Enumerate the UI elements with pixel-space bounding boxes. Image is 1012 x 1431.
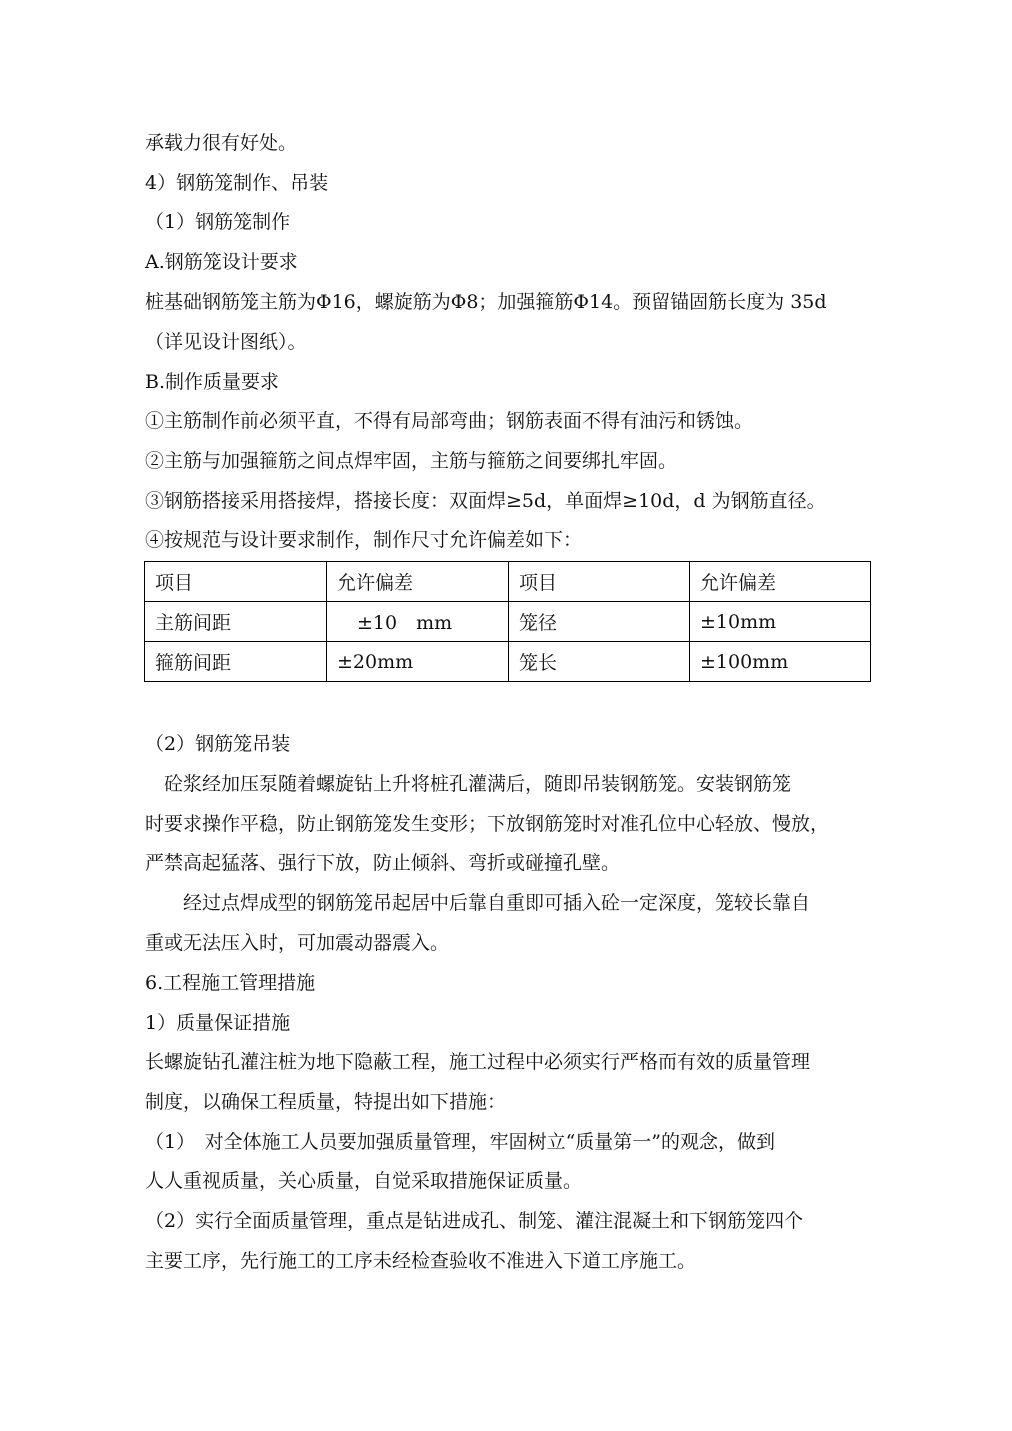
section-heading: 4）钢筋笼制作、吊装 bbox=[145, 172, 329, 194]
list-item: （2）实行全面质量管理，重点是钻进成孔、制笼、灌注混凝土和下钢筋笼四个 bbox=[145, 1210, 804, 1232]
text-line: 经过点焊成型的钢筋笼吊起居中后靠自重即可插入砼一定深度，笼较长靠自 bbox=[145, 892, 811, 914]
item-heading: A.钢筋笼设计要求 bbox=[145, 251, 298, 273]
text-line: 人人重视质量，关心质量，自觉采取措施保证质量。 bbox=[145, 1170, 583, 1192]
table-cell: 笼径 bbox=[509, 602, 690, 642]
text-line: 砼浆经加压泵随着螺旋钻上升将桩孔灌满后，随即吊装钢筋笼。安装钢筋笼 bbox=[145, 773, 792, 795]
list-item: ②主筋与加强箍筋之间点焊牢固，主筋与箍筋之间要绑扎牢固。 bbox=[145, 450, 678, 472]
table-header-cell: 允许偏差 bbox=[327, 562, 509, 602]
table-cell: ±10 mm bbox=[327, 602, 509, 642]
subsection-heading: 1）质量保证措施 bbox=[145, 1012, 291, 1034]
table-header-cell: 允许偏差 bbox=[690, 562, 871, 602]
list-item: ④按规范与设计要求制作，制作尺寸允许偏差如下： bbox=[145, 529, 583, 551]
table-cell: ±100mm bbox=[690, 642, 871, 682]
list-item: （1） 对全体施工人员要加强质量管理，牢固树立“质量第一”的观念，做到 bbox=[145, 1131, 776, 1153]
item-heading: B.制作质量要求 bbox=[145, 371, 280, 393]
section-heading: 6.工程施工管理措施 bbox=[145, 972, 316, 994]
table-cell: ±20mm bbox=[327, 642, 509, 682]
list-item: ①主筋制作前必须平直，不得有局部弯曲；钢筋表面不得有油污和锈蚀。 bbox=[145, 410, 754, 432]
table-header-row bbox=[145, 562, 871, 602]
table-header-cell: 项目 bbox=[145, 562, 327, 602]
subsection-heading: （2）钢筋笼吊装 bbox=[145, 733, 291, 755]
text-line: 制度，以确保工程质量，特提出如下措施： bbox=[145, 1091, 507, 1113]
table-cell: ±10mm bbox=[690, 602, 871, 642]
text-line: 承载力很有好处。 bbox=[145, 132, 298, 154]
table-cell: 箍筋间距 bbox=[145, 642, 327, 682]
table-cell: 主筋间距 bbox=[145, 602, 327, 642]
list-item: ③钢筋搭接采用搭接焊，搭接长度：双面焊≥5d，单面焊≥10d，d 为钢筋直径。 bbox=[145, 490, 826, 512]
text-line: 时要求操作平稳，防止钢筋笼发生变形；下放钢筋笼时对准孔位中心轻放、慢放， bbox=[145, 813, 830, 835]
table-header-cell: 项目 bbox=[509, 562, 690, 602]
text-line: 桩基础钢筋笼主筋为Φ16，螺旋筋为Φ8；加强箍筋Φ14。预留锚固筋长度为 35d bbox=[145, 291, 827, 313]
table-cell: 笼长 bbox=[509, 642, 690, 682]
tolerance-table bbox=[144, 561, 871, 682]
table-row bbox=[145, 642, 871, 682]
table-row bbox=[145, 602, 871, 642]
text-line: 主要工序，先行施工的工序未经检查验收不准进入下道工序施工。 bbox=[145, 1250, 697, 1272]
text-line: 严禁高起猛落、强行下放，防止倾斜、弯折或碰撞孔壁。 bbox=[145, 852, 621, 874]
subsection-heading: （1）钢筋笼制作 bbox=[145, 211, 291, 233]
text-line: 重或无法压入时，可加震动器震入。 bbox=[145, 932, 450, 954]
text-line: （详见设计图纸）。 bbox=[145, 331, 307, 353]
text-line: 长螺旋钻孔灌注桩为地下隐蔽工程，施工过程中必须实行严格而有效的质量管理 bbox=[145, 1051, 811, 1073]
